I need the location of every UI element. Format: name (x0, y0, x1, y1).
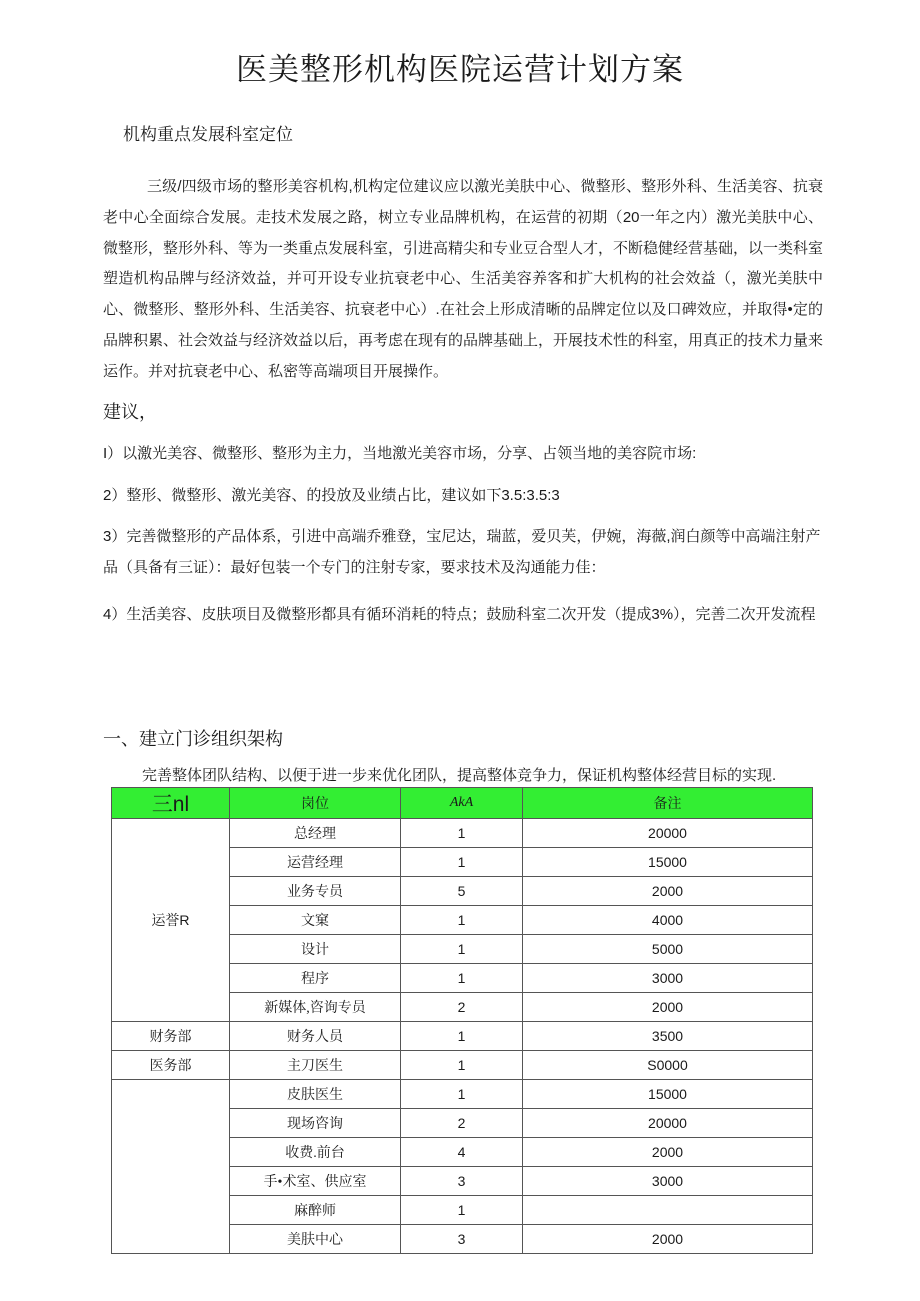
position-cell: 美肤中心 (230, 1225, 401, 1254)
advice-label: 建议， (103, 402, 157, 422)
note-cell: 15000 (523, 1080, 813, 1109)
note-cell: 2000 (523, 1138, 813, 1167)
table-row (112, 1051, 813, 1080)
position-cell: 手•术室、供应室 (230, 1167, 401, 1196)
dept-operations: 运誉R (112, 819, 230, 1022)
note-cell: 2000 (523, 877, 813, 906)
note-cell: 4000 (523, 906, 813, 935)
count-cell: 1 (401, 819, 523, 848)
count-cell: 3 (401, 1167, 523, 1196)
note-cell: 20000 (523, 819, 813, 848)
note-cell: 5000 (523, 935, 813, 964)
note-cell: 15000 (523, 848, 813, 877)
note-cell: 2000 (523, 1225, 813, 1254)
table-row (112, 819, 813, 848)
position-cell: 业务专员 (230, 877, 401, 906)
position-cell: 收费.前台 (230, 1138, 401, 1167)
advice-item-2: 2）整形、微整形、激光美容、的投放及业绩占比，建议如下3.5:3.5:3 (103, 487, 560, 504)
count-cell: 4 (401, 1138, 523, 1167)
count-cell: 1 (401, 848, 523, 877)
position-cell: 麻醉师 (230, 1196, 401, 1225)
note-cell: 3000 (523, 964, 813, 993)
dept-empty-cell (112, 1080, 230, 1254)
position-cell: 运营经理 (230, 848, 401, 877)
position-cell: 程序 (230, 964, 401, 993)
advice-item-1: I）以激光美容、微整形、整形为主力，当地激光美容市场，分享、占领当地的美容院市场: (103, 445, 697, 462)
header-count: AkA (401, 788, 523, 819)
position-cell: 皮肤医生 (230, 1080, 401, 1109)
note-cell: 2000 (523, 993, 813, 1022)
count-cell: 1 (401, 1022, 523, 1051)
section-heading-department-positioning: 机构重点发展科室定位 (123, 125, 293, 144)
header-dept: 三nl (112, 788, 230, 819)
document-title: 医美整形机构医院运营计划方案 (236, 52, 684, 87)
count-cell: 1 (401, 906, 523, 935)
count-cell: 1 (401, 935, 523, 964)
intro-paragraph: 三级/四级市场的整形美容机构,机构定位建议应以激光美肤中心、微整形、整形外科、生活美容、抗衰老中心全面综合发展。走技术发展之路，树立专业品牌机构，在运营的初期（20一年之内）激光美肤中心、微整形，整形外科、等为一类重点发展科室，引进高精尖和专业豆合型人才，不断稳健经营基础，以一类科室塑造机构品牌与经济效益，并可开设专业抗衰老中心、生活美容养客和扩大机构的社会效益（，激光美肤中心、微整形、整形外科、生活美容、抗衰老中心）.在社会上形成清晰的品牌定位以及口碑效应，并取得•定的品牌积累、社会效益与经济效益以后，再考虑在现有的品牌基础上，开展技术性的科室，用真正的技术力量来运作。并对抗衰老中心、私密等高端项目开展操作。 (103, 178, 824, 380)
note-cell: 3000 (523, 1167, 813, 1196)
count-cell: 3 (401, 1225, 523, 1254)
count-cell: 2 (401, 993, 523, 1022)
header-position: 岗位 (230, 788, 401, 819)
position-cell: 主刀医生 (230, 1051, 401, 1080)
count-cell: 1 (401, 1196, 523, 1225)
note-cell: S0000 (523, 1051, 813, 1080)
note-cell: 20000 (523, 1109, 813, 1138)
advice-item-3: 3）完善微整形的产品体系，引进中高端乔雅登，宝尼达，瑞蓝，爱贝芙，伊婉，海薇,润白颜等中高端注射产品（具备有三证）：最好包装一个专门的注射专家，要求技术及沟通能力佳： (103, 528, 821, 576)
count-cell: 5 (401, 877, 523, 906)
position-cell: 设计 (230, 935, 401, 964)
header-note: 备注 (523, 788, 813, 819)
note-cell: 3500 (523, 1022, 813, 1051)
position-cell: 新媒体,咨询专员 (230, 993, 401, 1022)
dept-finance: 财务部 (112, 1022, 230, 1051)
advice-item-4: 4）生活美容、皮肤项目及微整形都具有循环消耗的特点；鼓励科室二次开发（提成3%），完善二次开发流程 (103, 606, 816, 623)
count-cell: 2 (401, 1109, 523, 1138)
count-cell: 1 (401, 1051, 523, 1080)
table-header-row (112, 788, 813, 819)
position-cell: 文窠 (230, 906, 401, 935)
count-cell: 1 (401, 964, 523, 993)
org-structure-description: 完善整体团队结构、以便于进一步来优化团队，提高整体竞争力，保证机构整体经营目标的实现. (142, 767, 777, 784)
position-cell: 总经理 (230, 819, 401, 848)
table-row (112, 1022, 813, 1051)
position-cell: 财务人员 (230, 1022, 401, 1051)
dept-medical: 医务部 (112, 1051, 230, 1080)
org-structure-table (111, 787, 813, 1254)
table-row (112, 1080, 813, 1109)
position-cell: 现场咨询 (230, 1109, 401, 1138)
note-cell (523, 1196, 813, 1225)
count-cell: 1 (401, 1080, 523, 1109)
section-heading-org-structure: 一、建立门诊组织架构 (103, 729, 283, 749)
